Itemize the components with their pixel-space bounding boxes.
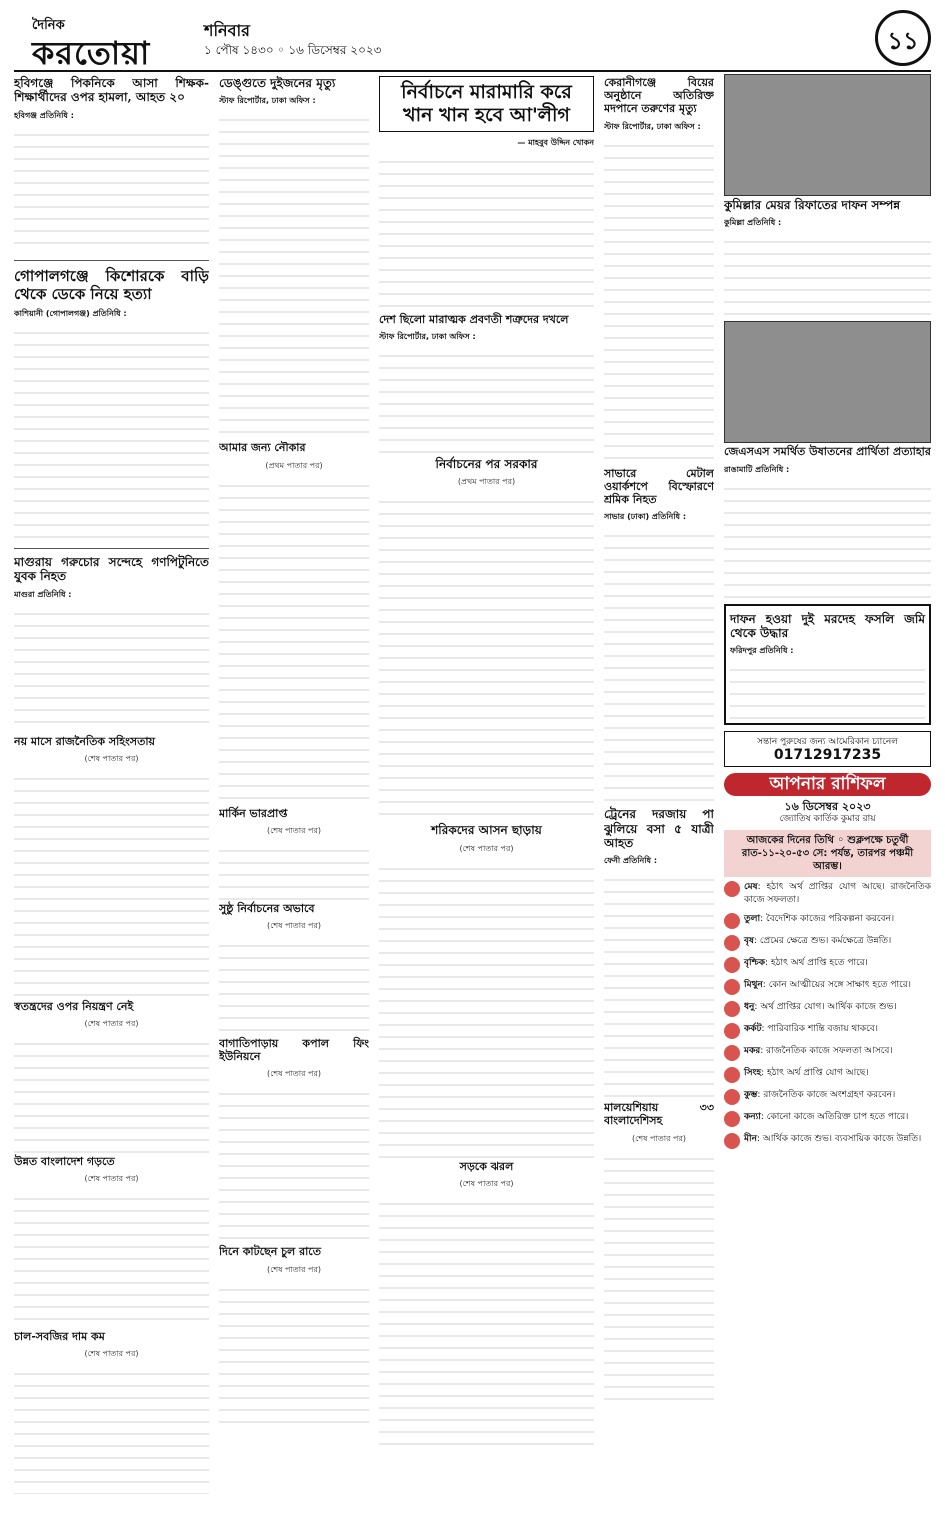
zodiac-icon: [724, 957, 740, 973]
zodiac-sign: কন্যা: কোনো কাজে অতিরিক্ত চাপ হতে পারে।: [724, 1111, 931, 1127]
article-body: [219, 475, 369, 805]
continuation-note: (শেষ পাতার পর): [84, 753, 139, 763]
article-body: [724, 231, 931, 321]
article-body: [379, 151, 594, 311]
zodiac-sign: বৃষ: প্রেমের ক্ষেত্রে শুভ। কর্মক্ষেত্রে উন্নতি।: [724, 935, 931, 951]
headline: আমার জন্য নৌকার: [219, 441, 306, 455]
zodiac-icon: [724, 935, 740, 951]
continuation-note: (প্রথম পাতার পর): [265, 460, 323, 470]
article-body: [14, 1033, 209, 1153]
boxed-story: [724, 604, 931, 726]
byline: স্টাফ রিপোর্টার, ঢাকা অফিস :: [219, 96, 316, 106]
continuation-note: (শেষ পাতার পর): [84, 1174, 139, 1184]
zodiac-sign: কুম্ভ: রাজনৈতিক কাজে অংশগ্রহণ করবেন।: [724, 1089, 931, 1105]
column-3: [379, 74, 594, 1494]
columns: [14, 74, 931, 1494]
headline: দেশ ছিলো মারাত্মক প্রবণতী শত্রুদের দখলে: [379, 312, 569, 326]
headline: চাল-সবজির দাম কম: [14, 1330, 105, 1344]
article-body: [219, 1279, 369, 1429]
horoscope-banner: আপনার রাশিফল: [724, 773, 931, 796]
headline: মার্কিন ভারপ্রাপ্ত: [219, 806, 288, 820]
zodiac-icon: [724, 1089, 740, 1105]
zodiac-sign: তুলা: বৈদেশিক কাজের পরিকল্পনা করবেন।: [724, 913, 931, 929]
byline: স্টাফ রিপোর্টার, ঢাকা অফিস :: [604, 121, 701, 131]
zodiac-icon: [724, 979, 740, 995]
headline: দাফন হওয়া দুই মরদেহ ফসলি জমি থেকে উদ্ধার: [730, 611, 925, 640]
zodiac-sign: বৃশ্চিক: হঠাৎ অর্থ প্রাপ্তি হতে পারে।: [724, 957, 931, 973]
issue-date: ১ পৌষ ১৪৩০ ◦ ১৬ ডিসেম্বর ২০২৩: [204, 43, 382, 57]
zodiac-icon: [724, 1111, 740, 1127]
article-body: [219, 109, 369, 439]
zodiac-sign: কর্কট: পারিবারিক শান্তি বজায় থাকবে।: [724, 1023, 931, 1039]
byline: ফরিদপুর প্রতিনিধি :: [730, 646, 794, 656]
tithi-label: আজকের দিনের তিথি ◦ শুক্লপক্ষে চতুর্থী: [746, 835, 909, 847]
zodiac-sign: মেষ: হঠাৎ অর্থ প্রাপ্তির যোগ আছে। রাজনৈতিক কাজে সফলতা।: [724, 881, 931, 907]
lead-headline: নির্বাচনে মারামারি করে খান খান হবে আ'লীগ: [379, 76, 594, 132]
zodiac-icon: [724, 1045, 740, 1061]
continuation-note: (শেষ পাতার পর): [266, 920, 322, 930]
headline: গোপালগঞ্জে কিশোরকে বাড়ি থেকে ডেকে নিয়ে হত্যা: [14, 266, 209, 303]
article-body: [724, 478, 931, 598]
article-body: [604, 869, 714, 1099]
byline: কুমিল্লা প্রতিনিধি :: [724, 218, 782, 228]
byline: ফেনী প্রতিনিধি :: [604, 856, 658, 866]
article-body: [14, 768, 209, 998]
zodiac-icon: [724, 913, 740, 929]
column-5: [724, 74, 931, 1494]
byline: সাভার (ঢাকা) প্রতিনিধি :: [604, 512, 687, 522]
logo-small-text: দৈনিক: [32, 18, 65, 33]
article-body: [730, 659, 925, 719]
headline: দিনে কাটছেন চুল রাতে: [219, 1245, 321, 1259]
byline: — মাহবুব উদ্দিন খোকন: [517, 137, 594, 147]
article-body: [604, 135, 714, 465]
article-body: [379, 1193, 594, 1453]
headline: উন্নত বাংলাদেশ গড়তে: [14, 1154, 115, 1168]
zodiac-icon: [724, 881, 740, 897]
article-body: [219, 935, 369, 1035]
continuation-note: (প্রথম পাতার পর): [457, 477, 516, 487]
zodiac-sign: সিংহ: হঠাৎ অর্থ প্রাপ্তি যোগ আছে।: [724, 1067, 931, 1083]
headline: স্বতন্ত্রদের ওপর নিয়ন্ত্রণ নেই: [14, 999, 134, 1013]
continuation-note: (শেষ পাতার পর): [266, 825, 322, 835]
continuation-note: (শেষ পাতার পর): [266, 1069, 322, 1079]
zodiac-sign: মকর: রাজনৈতিক কাজে সফলতা আসবে।: [724, 1045, 931, 1061]
byline: রাঙামাটি প্রতিনিধি :: [724, 464, 790, 474]
news-photo: [724, 321, 931, 443]
ad-phone-number[interactable]: 01712917235: [773, 747, 882, 764]
horoscope-date: ১৬ ডিসেম্বর ২০২৩: [784, 800, 871, 814]
article-body: [14, 124, 209, 254]
zodiac-sign: মীন: আর্থিক কাজে শুভ। ব্যবসায়িক কাজে উন্নতি।: [724, 1133, 931, 1149]
horoscope-signs: [724, 881, 931, 1149]
tithi-time: রাত-১১-২০-৫৩ সে: পর্যন্ত, তারপর পঞ্চমী আরম্ভ।: [741, 848, 914, 873]
masthead: [14, 10, 931, 72]
continuation-note: (শেষ পাতার পর): [84, 1018, 139, 1028]
byline: কাশিয়ানী (গোপালগঞ্জ) প্রতিনিধি :: [14, 308, 127, 318]
horoscope-tithi: [724, 830, 931, 877]
zodiac-icon: [724, 1023, 740, 1039]
headline: নয় মাসে রাজনৈতিক সহিংসতায়: [14, 734, 156, 748]
article-body: [14, 1363, 209, 1494]
continuation-note: (শেষ পাতার পর): [459, 843, 514, 853]
zodiac-icon: [724, 1067, 740, 1083]
headline: সাভারে মেটাল ওয়ার্কশপে বিস্ফোরণে শ্রমিক নিহত: [604, 466, 714, 506]
article-body: [219, 1083, 369, 1243]
byline: স্টাফ রিপোর্টার, ঢাকা অফিস :: [379, 331, 476, 341]
headline: নির্বাচনের পর সরকার: [435, 456, 538, 471]
continuation-note: (শেষ পাতার পর): [84, 1349, 139, 1359]
article-body: [379, 345, 594, 455]
headline: কেরানীগঞ্জে বিয়ের অনুষ্ঠানে অতিরিক্ত মদপানে তরুণের মৃত্যু: [604, 76, 714, 116]
headline: সড়কে ঝরল: [459, 1159, 514, 1173]
article-body: [604, 525, 714, 805]
continuation-note: (শেষ পাতার পর): [459, 1178, 514, 1188]
column-2: [219, 74, 369, 1494]
article-body: [219, 840, 369, 900]
headline: হবিগঞ্জে পিকনিকে আসা শিক্ষক-শিক্ষার্থীদের ওপর হামলা, আহত ২০: [14, 76, 209, 105]
continuation-note: (শেষ পাতার পর): [266, 1264, 322, 1274]
article-body: [379, 858, 594, 1158]
headline: শরিকদের আসন ছাড়ায়: [431, 823, 542, 838]
headline: ট্রেনের দরজায় পা ঝুলিয়ে বসা ৫ যাত্রী আহত: [604, 807, 714, 850]
headline: বাগাতিপাড়ায় কপাল ফিং ইউনিয়নে: [219, 1036, 369, 1064]
article-body: [14, 603, 209, 733]
ad-title: সন্তান পুরুষের জন্য আমেরিকান চ্যানেল: [757, 737, 898, 748]
article-body: [379, 491, 594, 821]
news-photo: [724, 74, 931, 196]
headline: জেএসএস সমর্থিত উষাতনের প্রার্থিতা প্রত্যাহার: [724, 445, 931, 459]
horoscope-author: জ্যোতিষ কার্তিক কুমার রায়: [779, 814, 876, 825]
headline: মালয়েশিয়ায় ৩৩ বাংলাদেশিসহ: [604, 1101, 714, 1128]
issue-day: শনিবার: [204, 21, 250, 40]
continuation-note: (শেষ পাতার পর): [631, 1133, 687, 1143]
headline: সুষ্ঠু নির্বাচনের অভাবে: [219, 901, 315, 915]
byline: হবিগঞ্জ প্রতিনিধি :: [14, 110, 74, 120]
article-body: [14, 1188, 209, 1328]
zodiac-icon: [724, 1133, 740, 1149]
newspaper-logo: করতোয়া: [32, 34, 151, 72]
zodiac-sign: মিথুন: কোন আত্মীয়ের সঙ্গে সাক্ষাৎ হতে পারে।: [724, 979, 931, 995]
column-4: [604, 74, 714, 1494]
headline: মাগুরায় গরুচোর সন্দেহে গণপিটুনিতে যুবক নিহত: [14, 554, 209, 584]
byline: মাগুরা প্রতিনিধি :: [14, 589, 72, 599]
photo-caption-headline: কুমিল্লার মেয়র রিফাতের দাফন সম্পন্ন: [724, 198, 901, 212]
page-number-badge: ১১: [875, 10, 931, 66]
column-1: [14, 74, 209, 1494]
advertisement[interactable]: [724, 731, 931, 767]
headline: ডেঙ্গুতে দুইজনের মৃত্যু: [219, 76, 336, 90]
article-body: [604, 1148, 714, 1408]
article-body: [14, 322, 209, 542]
zodiac-icon: [724, 1001, 740, 1017]
zodiac-sign: ধনু: অর্থ প্রাপ্তির যোগ। আর্থিক কাজে শুভ।: [724, 1001, 931, 1017]
